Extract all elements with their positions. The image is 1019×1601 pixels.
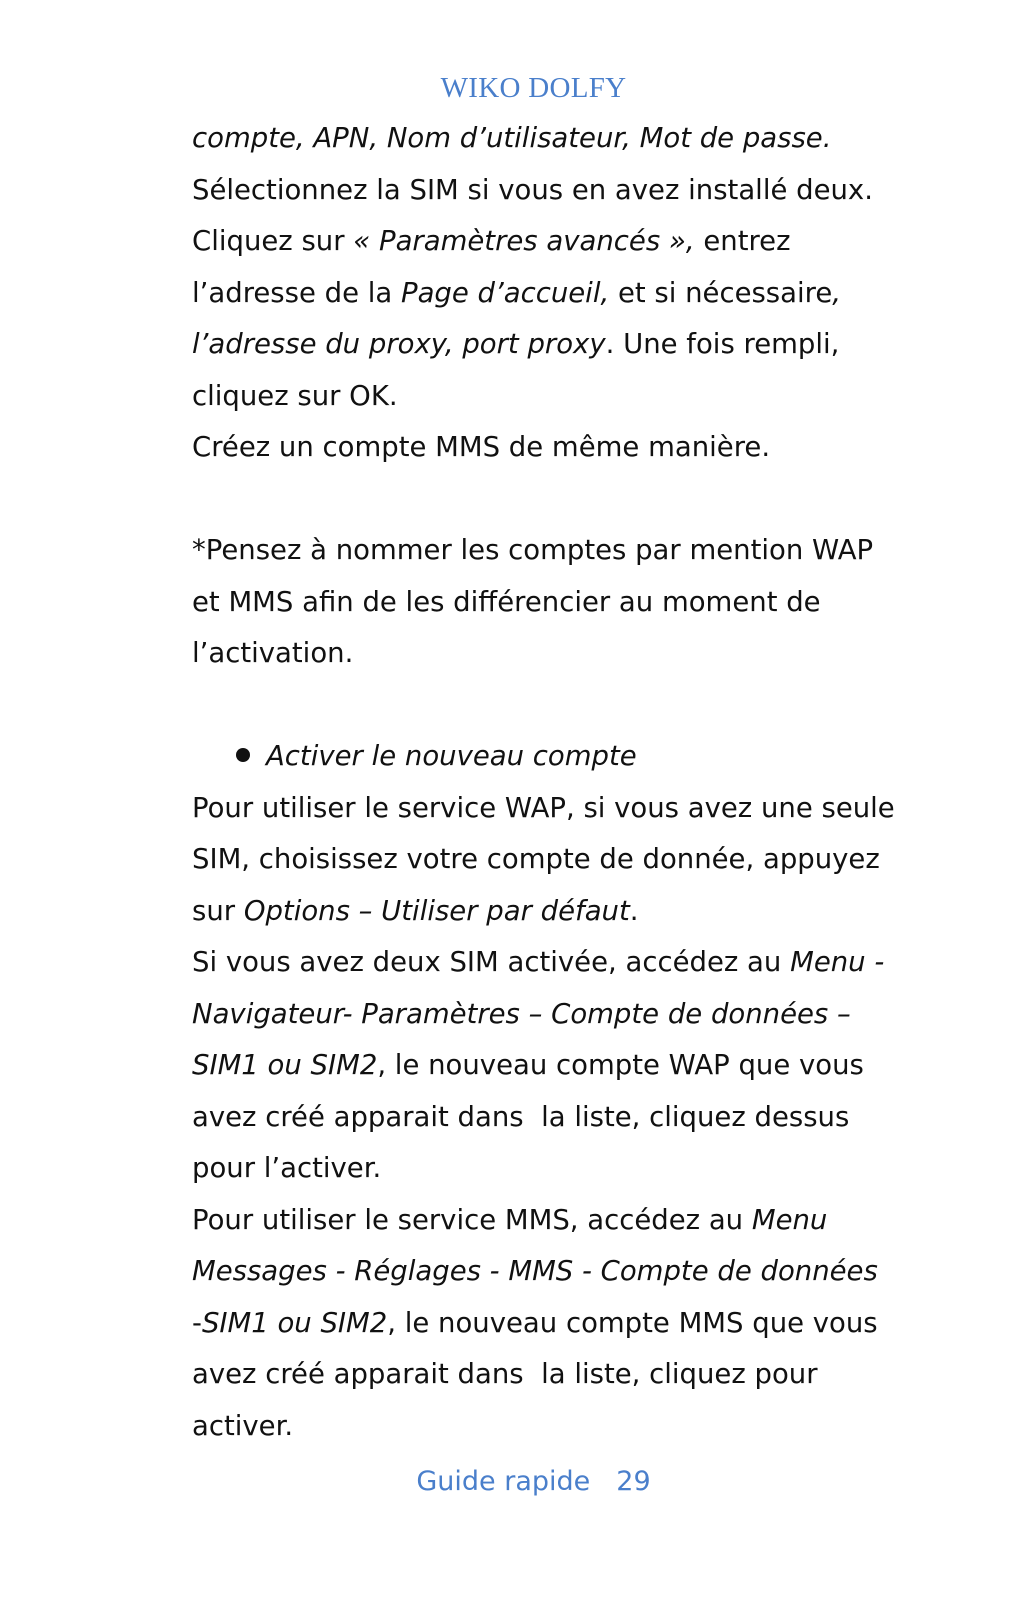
text-line: pour l’activer.	[192, 1152, 382, 1184]
text-line: Pour utiliser le service MMS, accédez au Menu	[192, 1203, 828, 1236]
text-line: l’adresse de la Page d’accueil, et si nécessaire,	[192, 276, 842, 309]
page-header	[0, 72, 1019, 105]
text-line: Créez un compte MMS de même manière.	[192, 431, 771, 463]
text-line: avez créé apparait dans la liste, cliquez pour	[192, 1358, 818, 1390]
text-line: Si vous avez deux SIM activée, accédez au Menu -	[192, 946, 885, 978]
bullet-heading: Activer le nouveau compte	[192, 731, 892, 783]
text-line: Pour utiliser le service WAP, si vous avez une seule	[192, 791, 895, 824]
text-line: sur Options – Utiliser par défaut.	[192, 894, 639, 927]
text-line: SIM1 ou SIM2, le nouveau compte WAP que vous	[192, 1049, 864, 1081]
text-line: avez créé apparait dans la liste, cliquez dessus	[192, 1100, 850, 1133]
text-line: cliquez sur OK.	[192, 379, 398, 412]
text-line: Messages - Réglages - MMS - Compte de données	[192, 1255, 878, 1287]
note-line: l’activation.	[192, 637, 354, 669]
text-line: activer.	[192, 1409, 294, 1442]
text-line: l’adresse du proxy, port proxy. Une fois rempli,	[192, 328, 840, 360]
text-line: Cliquez sur « Paramètres avancés », entrez	[192, 225, 791, 257]
page-body	[192, 113, 895, 1452]
text-line: compte, APN, Nom d’utilisateur, Mot de passe.	[192, 122, 832, 154]
paragraph-spacer	[192, 680, 892, 732]
text-line: Navigateur- Paramètres – Compte de données –	[192, 997, 851, 1030]
page-number: 29	[616, 1466, 651, 1497]
text-line: Sélectionnez la SIM si vous en avez installé deux.	[192, 173, 873, 206]
paragraph-spacer	[192, 474, 892, 526]
text-line: -SIM1 ou SIM2, le nouveau compte MMS que vous	[192, 1306, 878, 1339]
note-line: et MMS afin de les différencier au moment de	[192, 585, 821, 618]
text-line: SIM, choisissez votre compte de donnée, appuyez	[192, 843, 880, 875]
footer-label: Guide rapide	[416, 1466, 591, 1497]
page-footer	[0, 1466, 1019, 1497]
bullet-dot-icon	[236, 748, 250, 762]
document-title: WIKO DOLFY	[440, 72, 627, 104]
note-line: *Pensez à nommer les comptes par mention WAP	[192, 534, 874, 566]
